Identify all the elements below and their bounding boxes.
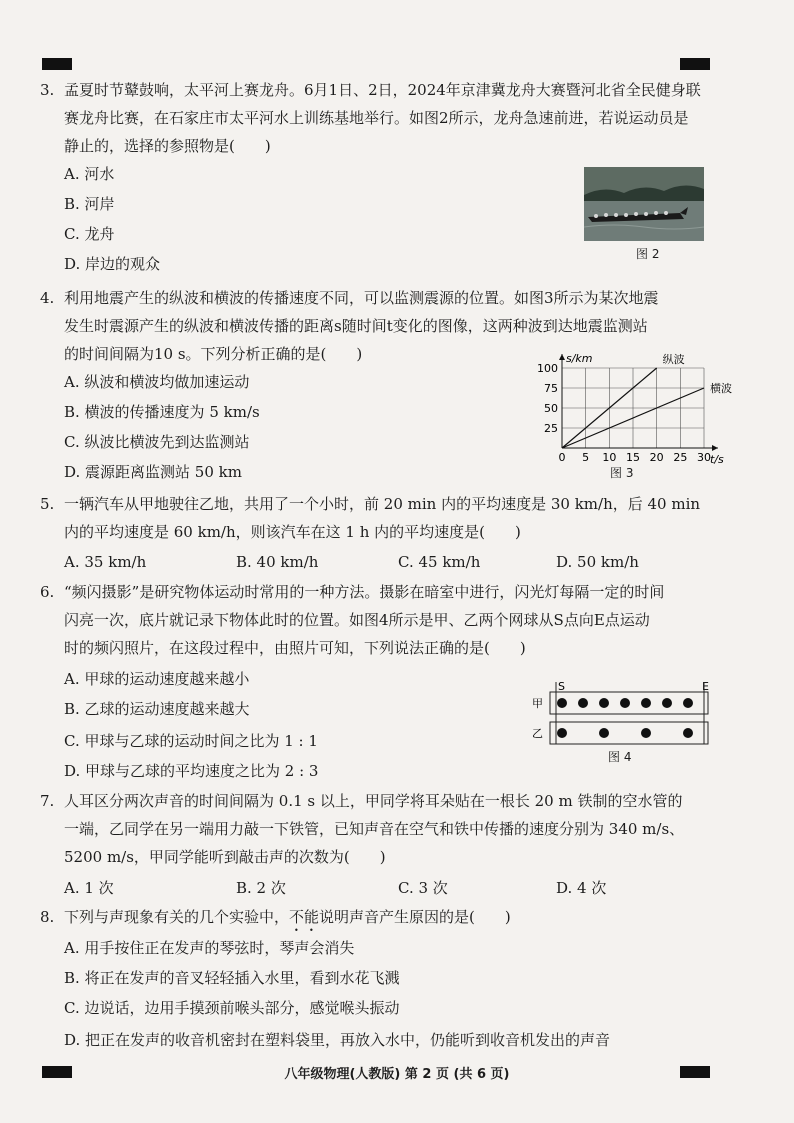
x-axis-label: t/s bbox=[710, 453, 724, 466]
option-b[interactable]: B. 河岸 bbox=[64, 195, 115, 213]
option-d[interactable]: D. 50 km/h bbox=[556, 553, 639, 571]
ball-jia bbox=[557, 698, 567, 708]
y-tick-label: 100 bbox=[537, 362, 558, 375]
x-tick-label: 15 bbox=[626, 451, 640, 464]
question-number: 6. bbox=[40, 583, 55, 601]
option-a[interactable]: A. 河水 bbox=[64, 165, 115, 183]
y-tick-label: 25 bbox=[544, 422, 558, 435]
x-tick-label: 0 bbox=[558, 451, 566, 464]
page-footer: 八年级物理(人教版) 第 2 页 (共 6 页) bbox=[284, 1067, 510, 1082]
question-8-stem: 8. 下列与声现象有关的几个实验中，不能说明声音产生原因的是( ) bbox=[40, 903, 760, 935]
question-number: 5. bbox=[40, 495, 55, 513]
emphasis-not: 不能 bbox=[289, 908, 320, 926]
registration-mark-top-right bbox=[680, 58, 710, 70]
option-c[interactable]: C. 边说话，边用手摸颈前喉头部分，感觉喉头振动 bbox=[64, 999, 400, 1017]
option-c[interactable]: C. 45 km/h bbox=[398, 553, 481, 571]
question-number: 7. bbox=[40, 792, 55, 810]
ball-yi bbox=[557, 728, 567, 738]
option-c[interactable]: C. 甲球与乙球的运动时间之比为 1 : 1 bbox=[64, 732, 318, 750]
wave-distance-time-chart bbox=[530, 338, 732, 466]
registration-mark-top-left bbox=[42, 58, 72, 70]
option-b[interactable]: B. 将正在发声的音叉轻轻插入水里，看到水花飞溅 bbox=[64, 969, 400, 987]
y-tick-label: 75 bbox=[544, 382, 558, 395]
x-axis-arrow bbox=[712, 445, 718, 451]
option-d[interactable]: D. 4 次 bbox=[556, 879, 607, 897]
question-4-stem: 4. 利用地震产生的纵波和横波的传播速度不同，可以监测震源的位置。如图3所示为某次地震 发生时震源产生的纵波和横波传播的距离s随时间t变化的图像，这两种波到达地震监测站 的时间间隔为10 s。下列分析正确的是( ) bbox=[40, 284, 760, 368]
ball-jia bbox=[641, 698, 651, 708]
strobe-photo-figure bbox=[528, 678, 712, 748]
label-e: E bbox=[702, 680, 709, 693]
option-a[interactable]: A. 1 次 bbox=[64, 879, 114, 897]
option-b[interactable]: B. 2 次 bbox=[236, 879, 286, 897]
ball-jia bbox=[620, 698, 630, 708]
option-d[interactable]: D. 甲球与乙球的平均速度之比为 2 : 3 bbox=[64, 762, 319, 780]
option-b[interactable]: B. 40 km/h bbox=[236, 553, 319, 571]
y-axis-arrow bbox=[559, 354, 565, 360]
option-c[interactable]: C. 3 次 bbox=[398, 879, 448, 897]
ball-yi bbox=[641, 728, 651, 738]
option-b[interactable]: B. 横波的传播速度为 5 km/s bbox=[64, 403, 260, 421]
label-jia: 甲 bbox=[532, 697, 543, 710]
question-number: 4. bbox=[40, 289, 55, 307]
question-7-stem: 7. 人耳区分两次声音的时间间隔为 0.1 s 以上，甲同学将耳朵贴在一根长 20 m 铁制的空水管的 一端，乙同学在另一端用力敲一下铁管，已知声音在空气和铁中传播的速度分别为 340 m/s、 5200 m/s，甲同学能听到敲击声的次数为( ) bbox=[40, 787, 760, 871]
y-tick-label: 50 bbox=[544, 402, 558, 415]
figure-4-caption: 图 4 bbox=[608, 750, 632, 764]
option-a[interactable]: A. 纵波和横波均做加速运动 bbox=[64, 373, 250, 391]
series-label-transverse: 横波 bbox=[710, 382, 732, 395]
option-a[interactable]: A. 甲球的运动速度越来越小 bbox=[64, 670, 250, 688]
figure-2-caption: 图 2 bbox=[636, 247, 660, 261]
option-a[interactable]: A. 用手按住正在发声的琴弦时，琴声会消失 bbox=[64, 939, 355, 957]
option-b[interactable]: B. 乙球的运动速度越来越大 bbox=[64, 700, 250, 718]
question-number: 8. bbox=[40, 908, 55, 926]
dragon-boat-photo bbox=[584, 167, 704, 241]
x-tick-label: 10 bbox=[602, 451, 617, 464]
x-tick-label: 5 bbox=[582, 451, 590, 464]
question-5-stem: 5. 一辆汽车从甲地驶往乙地，共用了一个小时，前 20 min 内的平均速度是 30 km/h，后 40 min 内的平均速度是 60 km/h，则该汽车在这 1 h 内的平均速度是( ) bbox=[40, 490, 760, 546]
x-tick-label: 30 bbox=[697, 451, 711, 464]
ball-jia bbox=[599, 698, 609, 708]
ball-jia bbox=[662, 698, 672, 708]
ball-yi bbox=[683, 728, 693, 738]
y-axis-label: s/km bbox=[566, 352, 593, 365]
option-d[interactable]: D. 把正在发声的收音机密封在塑料袋里，再放入水中，仍能听到收音机发出的声音 bbox=[64, 1031, 611, 1049]
option-d[interactable]: D. 震源距离监测站 50 km bbox=[64, 463, 242, 481]
question-3-stem: 3. 孟夏时节鼙鼓响，太平河上赛龙舟。6月1日、2日，2024年京津冀龙舟大赛暨河北省全民健身联 赛龙舟比赛，在石家庄市太平河水上训练基地举行。如图2所示，龙舟急速前进，若说运动员是 静止的，选择的参照物是( ) bbox=[40, 76, 760, 160]
ball-jia bbox=[683, 698, 693, 708]
question-6-stem: 6. “频闪摄影”是研究物体运动时常用的一种方法。摄影在暗室中进行，闪光灯每隔一定的时间 闪亮一次，底片就记录下物体此时的位置。如图4所示是甲、乙两个网球从S点向E点运动 时的频闪照片，在这段过程中，由照片可知，下列说法正确的是( ) bbox=[40, 578, 760, 662]
x-tick-label: 20 bbox=[649, 451, 664, 464]
option-c[interactable]: C. 龙舟 bbox=[64, 225, 115, 243]
option-c[interactable]: C. 纵波比横波先到达监测站 bbox=[64, 433, 250, 451]
ball-yi bbox=[599, 728, 609, 738]
option-d[interactable]: D. 岸边的观众 bbox=[64, 255, 161, 273]
ball-jia bbox=[578, 698, 588, 708]
option-a[interactable]: A. 35 km/h bbox=[64, 553, 147, 571]
question-number: 3. bbox=[40, 81, 55, 99]
label-yi: 乙 bbox=[532, 727, 543, 740]
series-label-longitudinal: 纵波 bbox=[662, 353, 685, 366]
label-s: S bbox=[558, 680, 565, 693]
x-tick-label: 25 bbox=[673, 451, 688, 464]
figure-3-caption: 图 3 bbox=[610, 466, 634, 480]
